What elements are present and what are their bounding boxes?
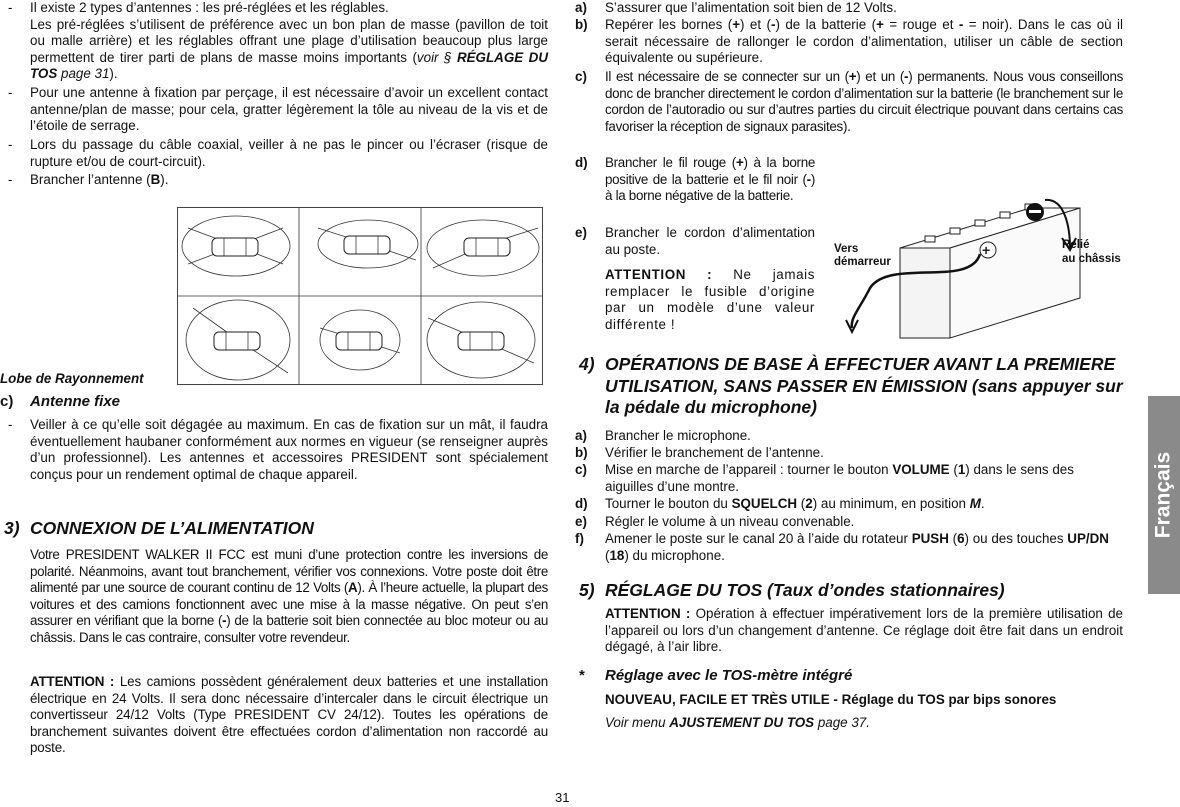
bullet-brancher: - Brancher l’antenne (B). — [8, 172, 169, 187]
section-number: 5) — [579, 580, 595, 600]
car-icon — [214, 332, 260, 350]
svg-text:+: + — [982, 242, 991, 258]
control-name: UP — [1067, 531, 1086, 546]
bullet-fixation: - Pour une antenne à fixation par perçage, il est nécessaire d’avoir un excellent contact antenne/plan de masse; pour cela, gratter légèrement la tôle au niveau de la vis et de l’étoile de serrage. — [8, 85, 548, 134]
language-label: Français — [1151, 451, 1175, 539]
ref-bold: RÉGLAGE DU TOS — [30, 49, 549, 82]
car-icon — [464, 238, 510, 256]
section-title: RÉGLAGE DU TOS (Taux d’ondes stationnaires) — [605, 580, 1005, 600]
battery-label-left-2: démarreur — [834, 256, 891, 268]
bullet-text: Les pré-réglées s’utilisent de préférence avec un bon plan de masse (pavillon de toit ou malle arrière) et les réglables offrant une plage d’utilisation beaucoup plus large permettent de tirer parti de plans de masse moins importants ( — [30, 16, 548, 65]
text-run: ) permanents. Nous vous conseillons donc de brancher directement le cordon d’alimentation sur la batterie (le branchement sur le cordon de l’autoradio ou sur d’autres parties du circuit électrique pouvant dans certains cas favoriser la réception de signaux parasites). — [605, 69, 1123, 134]
section-title: Antenne fixe — [30, 393, 121, 410]
text-run: ). À l’heure actuelle, la plupart des voitures et des camions fonctionnent avec une mise à la masse négative. On peut s’en assurer en vérifiant que la borne ( — [30, 580, 548, 629]
bullet-bold: B — [150, 172, 161, 187]
section-title: OPÉRATIONS DE BASE À EFFECTUER AVANT LA PREMIERE UTILISATION, SANS PASSER EN ÉMISSION (sans appuyer sur la pédale du microphone) — [605, 354, 1123, 417]
plus-sign: + — [735, 155, 744, 170]
text-run: ( — [605, 547, 610, 563]
item-b — [575, 17, 1123, 67]
bullet-coax: - Lors du passage du câble coaxial, veiller à ne pas le pincer ou l’écraser (risque de rupture et/ou de court-circuit). — [8, 137, 548, 169]
plus-sign: + — [732, 17, 741, 32]
car-icon — [212, 238, 258, 256]
bullet-text: Brancher l’antenne ( — [30, 172, 151, 187]
item-text: Vérifier le branchement de l’antenne. — [605, 445, 824, 460]
attention-text: Les camions possèdent généralement deux batteries et une installation électrique en 24 Volts. Il sera donc nécessaire d’intercaler dans le circuit électrique un convertisseur 24/12 Volts (Type PRESIDENT CV 24/12). Toutes les opérations de branchement suivantes doivent être effectuées cordon d’alimentation non raccordé au poste. — [30, 674, 549, 756]
section-title: CONNEXION DE L’ALIMENTATION — [30, 518, 314, 538]
item-c — [575, 69, 1123, 135]
minus-sign: - — [958, 17, 964, 32]
item-label: d) — [575, 155, 588, 170]
s4-item-d: d) Tourner le bouton du SQUELCH (2) au minimum, en position M. — [575, 496, 985, 511]
control-name: SQUELCH — [731, 496, 798, 511]
car-icon — [344, 236, 390, 254]
text-run: Amener le poste sur le canal 20 à l’aide du rotateur — [605, 531, 912, 546]
s4-item-e: e) Régler le volume à un niveau convenable. — [575, 514, 1123, 531]
bullet-line: Il existe 2 types d’antennes : les pré-réglées et les réglables. — [30, 0, 389, 15]
text-run: ) du microphone. — [624, 547, 725, 563]
s4-item-a: a) Brancher le microphone. — [575, 428, 1123, 445]
section-4-heading — [579, 354, 1123, 419]
text-run: Il est nécessaire de se connecter sur un ( — [605, 69, 849, 84]
control-number: 6 — [957, 531, 965, 546]
section-5-heading — [579, 580, 1123, 602]
item-e — [575, 225, 815, 334]
text-run: ( — [949, 462, 958, 477]
car-icon — [336, 332, 382, 350]
item-d — [575, 155, 815, 205]
minus-sign: - — [806, 171, 811, 187]
item-label: c) — [575, 69, 587, 84]
section-number: 3) — [4, 518, 20, 538]
text-run: Votre PRESIDENT WALKER II FCC est muni d’une protection contre les inversions de polarité. Néanmoins, avant tout branchement, vérifier vos connexions. Votre poste doit être alimenté par une source de courant continu de 12 Volts ( — [30, 547, 548, 596]
bullet-star: * — [579, 667, 585, 684]
attention-label: ATTENTION : — [605, 606, 691, 621]
car-icon — [458, 332, 504, 350]
ref-text: voir § — [416, 49, 457, 65]
radiation-lobes-illustration — [178, 208, 542, 384]
battery-label-right-1: Relié — [1062, 239, 1090, 251]
text-run: ) à la borne négative de la batterie. — [605, 171, 815, 204]
item-text: Brancher le microphone. — [605, 428, 751, 443]
control-number: 18 — [609, 547, 625, 563]
text-run: Voir menu — [605, 715, 670, 730]
radiation-figure — [177, 207, 543, 385]
ref-page: page 31 — [57, 66, 110, 82]
text-bold: A — [348, 580, 358, 596]
figure-caption: Lobe de Rayonnement — [0, 371, 144, 386]
text-run: ( — [797, 496, 806, 511]
battery-illustration — [830, 178, 1121, 346]
bullet-antenna-types: - Il existe 2 types d’antennes : les pré-réglées et les réglables. Les pré-réglées s’utilisent de préférence avec un bon plan de masse (pavillon de toit ou malle arrière) et les réglables offrant une plage d’utilisation beaucoup plus large permettent de tirer parti de plans de masse moins importants (voir § RÉGLAGE DU TOS page 31). — [8, 0, 549, 82]
text-run: ) de la batterie ( — [775, 17, 877, 32]
text-run: / — [1085, 531, 1090, 546]
battery-label-right-2: au châssis — [1062, 253, 1121, 265]
text-run: ) et ( — [740, 17, 771, 32]
section-number: 4) — [579, 354, 595, 374]
s4-item-f: f) Amener le poste sur le canal 20 à l’aide du rotateur PUSH (6) ou des touches UP/DN (18) du microphone. — [575, 531, 1109, 563]
paragraph: Veiller à ce qu’elle soit dégagée au maximum. En cas de fixation sur un mât, il faudra éventuellement haubaner conformément aux normes en vigueur (se renseigner auprès d’un professionnel). Les antennes et accessoires PRESIDENT sont spécialement conçus pour un rendement optimal de chaque appareil. — [30, 417, 548, 482]
text-run: ) au minimum, en position — [812, 496, 970, 511]
text-run: Mise en marche de l’appareil : tourner le bouton — [605, 462, 893, 477]
section-3-heading — [4, 518, 314, 540]
attention-label: ATTENTION : — [605, 267, 713, 283]
text-run: = rouge et — [883, 17, 959, 32]
page-number: 31 — [555, 790, 570, 805]
control-name: PUSH — [911, 531, 949, 546]
attention-text: Ne jamais remplacer le fusible d’origine par un modèle d’une valeur différente ! — [605, 267, 815, 332]
section-3-attention — [30, 674, 548, 757]
item-a — [575, 0, 1123, 17]
control-name: DN — [1089, 531, 1109, 546]
antenne-fixe-text-block: - Veiller à ce qu’elle soit dégagée au maximum. En cas de fixation sur un mât, il faudra éventuellement haubaner conformément aux normes en vigueur (se renseigner auprès d’un professionnel). Les antennes et accessoires PRESIDENT sont spécialement conçus pour un rendement optimal de chaque appareil. — [8, 417, 548, 482]
control-number: 2 — [805, 496, 813, 511]
section-3-paragraph-1 — [30, 547, 548, 647]
text-run: Brancher le fil rouge ( — [605, 155, 736, 170]
text-run: Repérer les bornes ( — [605, 17, 733, 32]
section-label: c) — [0, 393, 14, 410]
subsection-title: Réglage avec le TOS-mètre intégré — [605, 667, 853, 684]
attention-label: ATTENTION : — [30, 674, 115, 689]
item-text: S’assurer que l’alimentation soit bien de 12 Volts. — [605, 0, 897, 15]
item-label: a) — [575, 0, 587, 15]
menu-name: AJUSTEMENT DU TOS — [669, 715, 815, 730]
text-run: ( — [948, 531, 958, 546]
s4-item-b: b) Vérifier le branchement de l’antenne. — [575, 445, 1123, 462]
item-label: b) — [575, 17, 588, 32]
text-run: ) ou des touches — [964, 531, 1068, 546]
ref-end: ). — [109, 66, 118, 82]
text-bold: - — [222, 613, 227, 629]
control-number: 1 — [957, 462, 966, 477]
plus-sign: + — [876, 17, 884, 32]
text-run: ) et un ( — [856, 69, 905, 84]
bullet-end: ). — [160, 172, 169, 187]
plus-sign: + — [848, 69, 857, 84]
item-text: Brancher le cordon d’alimentation au poste. — [605, 225, 815, 257]
battery-label-left-1: Vers — [834, 243, 859, 255]
text-run: Tourner le bouton du — [605, 496, 732, 511]
section-5-attention — [605, 606, 1123, 656]
position-letter: M — [969, 496, 981, 511]
text-run: ) à la borne positive de la batterie et le fil noir ( — [605, 155, 815, 187]
tos-reference — [605, 715, 870, 732]
text-run: ) de la batterie soit bien connectée au bloc moteur ou au châssis. Dans le cas contraire, consulter votre revendeur. — [30, 613, 548, 645]
s4-item-c: c) Mise en marche de l’appareil : tourner le bouton VOLUME (1) dans le sens des aiguilles d’une montre. — [575, 462, 1074, 494]
bullet-text: Lors du passage du câble coaxial, veiller à ne pas le pincer ou l’écraser (risque de rupture et/ou de court-circuit). — [30, 137, 548, 169]
language-tab — [1148, 396, 1180, 594]
text-run: page 37. — [814, 715, 870, 730]
text-run: = noir). Dans le cas où il serait nécessaire de rallonger le cordon d’alimentation, utiliser un câble de section équivalente ou supérieure. — [605, 17, 1124, 66]
tos-new-feature: NOUVEAU, FACILE ET TRÈS UTILE - Réglage du TOS par bips sonores — [605, 692, 1057, 707]
attention-text: Opération à effectuer impérativement lors de la première utilisation de l’appareil ou lors d’un changement d’antenne. Ce réglage doit être fait dans un endroit dégagé, à l’air libre. — [605, 606, 1123, 655]
control-name: VOLUME — [892, 462, 950, 477]
item-text: Régler le volume à un niveau convenable. — [605, 514, 855, 529]
text-run: ) dans le sens des aiguilles d’une montre. — [605, 462, 1074, 494]
item-label: e) — [575, 225, 587, 240]
minus-sign: - — [904, 69, 909, 84]
text-run: . — [980, 496, 985, 511]
bullet-text: Pour une antenne à fixation par perçage, il est nécessaire d’avoir un excellent contact antenne/plan de masse; pour cela, gratter légèrement la tôle au niveau de la vis et de l’étoile de serrage. — [30, 85, 548, 134]
minus-sign: - — [770, 17, 776, 32]
